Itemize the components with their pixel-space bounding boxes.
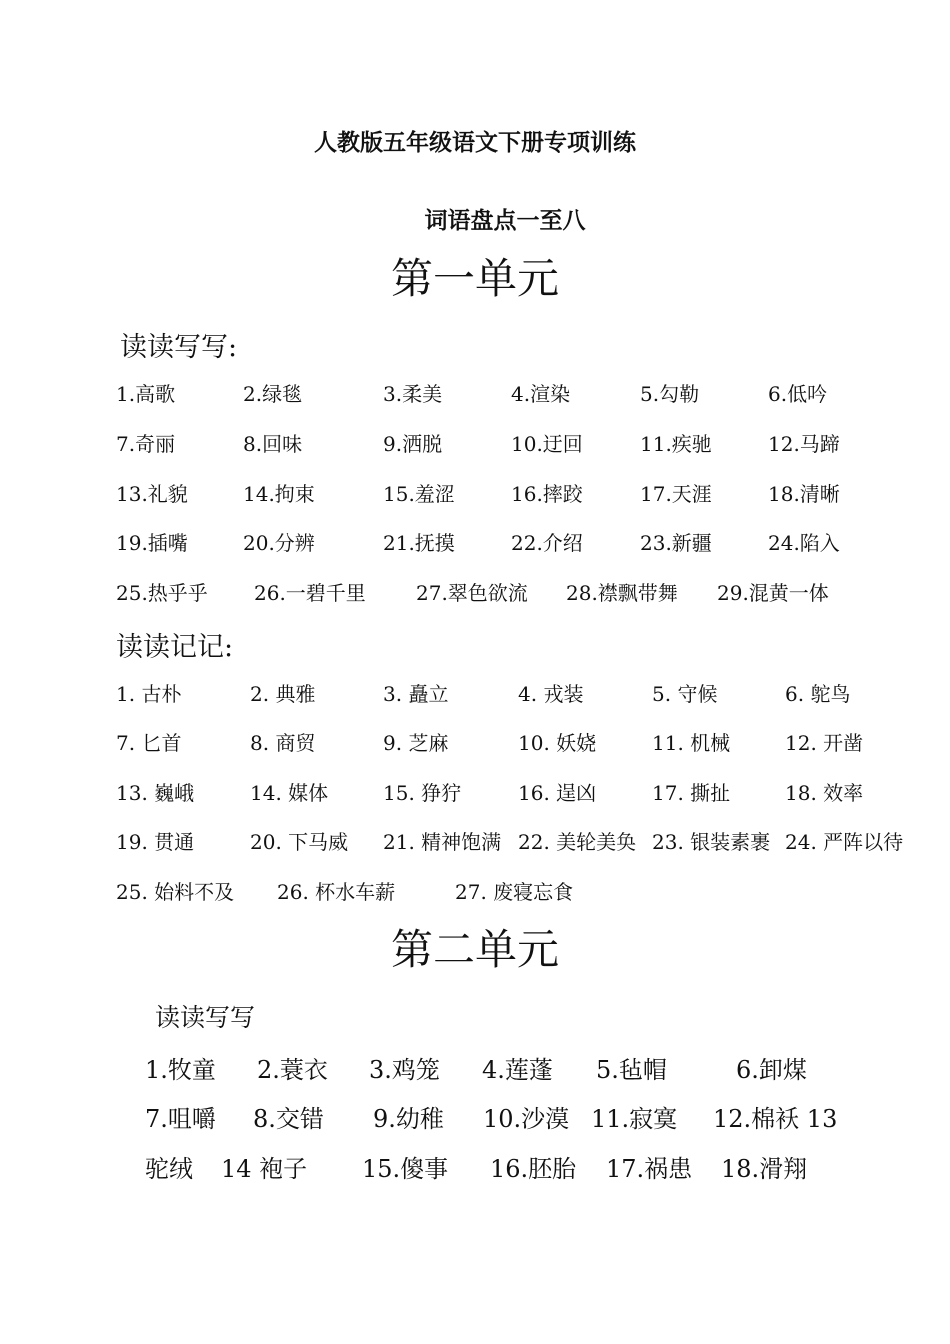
word-item: 5.毡帽 xyxy=(596,1056,667,1084)
word-item: 21. 精神饱满 xyxy=(383,830,502,854)
document-subtitle: 词语盘点一至八 xyxy=(424,208,586,234)
unit-1-read-remember-label: 读读记记: xyxy=(116,632,234,663)
word-item: 驼绒 xyxy=(145,1155,193,1183)
word-item: 22.介绍 xyxy=(511,531,583,555)
word-item: 19.插嘴 xyxy=(116,531,188,555)
word-item: 4.渲染 xyxy=(511,382,571,406)
word-item: 4.莲蓬 xyxy=(482,1056,553,1084)
word-item: 22. 美轮美奂 xyxy=(518,830,637,854)
word-item: 12.马蹄 xyxy=(768,432,840,456)
word-item: 16.胚胎 xyxy=(490,1155,577,1183)
word-item: 14 袍子 xyxy=(221,1155,308,1183)
word-item: 26. 杯水车薪 xyxy=(277,880,396,904)
word-item: 6.卸煤 xyxy=(736,1056,807,1084)
word-item: 8. 商贸 xyxy=(250,731,316,755)
word-item: 1.高歌 xyxy=(116,382,176,406)
word-item: 10.迂回 xyxy=(511,432,583,456)
word-item: 8.交错 xyxy=(253,1105,324,1133)
word-item: 28.襟飘带舞 xyxy=(566,581,678,605)
word-item: 18. 效率 xyxy=(785,781,864,805)
word-item: 13.礼貌 xyxy=(116,482,188,506)
unit-1-heading: 第一单元 xyxy=(390,254,559,303)
word-item: 7.奇丽 xyxy=(116,432,176,456)
word-item: 16.摔跤 xyxy=(511,482,583,506)
word-item: 4. 戎装 xyxy=(518,682,584,706)
word-item: 19. 贯通 xyxy=(116,830,195,854)
word-item: 1.牧童 xyxy=(145,1056,216,1084)
word-item: 25. 始料不及 xyxy=(116,880,235,904)
word-item: 20. 下马威 xyxy=(250,830,349,854)
word-item: 10. 妖娆 xyxy=(518,731,597,755)
word-item: 23.新疆 xyxy=(640,531,712,555)
word-item: 1. 古朴 xyxy=(116,682,182,706)
word-item: 16. 逞凶 xyxy=(518,781,597,805)
word-item: 15. 狰狞 xyxy=(383,781,462,805)
word-item: 11.疾驰 xyxy=(640,432,712,456)
word-item: 9.幼稚 xyxy=(373,1105,444,1133)
word-item: 12. 开凿 xyxy=(785,731,864,755)
word-item: 7.咀嚼 xyxy=(145,1105,216,1133)
word-item: 10.沙漠 xyxy=(483,1105,570,1133)
word-item: 9.洒脱 xyxy=(383,432,443,456)
word-item: 2. 典雅 xyxy=(250,682,316,706)
word-item: 12.棉袄 13 xyxy=(713,1105,838,1133)
word-item: 14. 媒体 xyxy=(250,781,329,805)
word-item: 24.陷入 xyxy=(768,531,840,555)
word-item: 25.热乎乎 xyxy=(116,581,208,605)
word-item: 21.抚摸 xyxy=(383,531,455,555)
unit-2-heading: 第二单元 xyxy=(390,925,559,974)
word-item: 27.翠色欲流 xyxy=(416,581,528,605)
word-item: 5. 守候 xyxy=(652,682,718,706)
unit-1-read-write-label: 读读写写: xyxy=(120,332,238,363)
word-item: 29.混黄一体 xyxy=(717,581,829,605)
word-item: 17.祸患 xyxy=(606,1155,693,1183)
word-item: 15.羞涩 xyxy=(383,482,455,506)
word-item: 17. 撕扯 xyxy=(652,781,731,805)
word-item: 17.天涯 xyxy=(640,482,712,506)
word-item: 23. 银装素裹 xyxy=(652,830,771,854)
word-item: 11.寂寞 xyxy=(591,1105,678,1133)
word-item: 2.绿毯 xyxy=(243,382,303,406)
word-item: 27. 废寝忘食 xyxy=(455,880,574,904)
word-item: 18.滑翔 xyxy=(721,1155,808,1183)
word-item: 24. 严阵以待 xyxy=(785,830,904,854)
word-item: 11. 机械 xyxy=(652,731,731,755)
word-item: 5.勾勒 xyxy=(640,382,700,406)
word-item: 13. 巍峨 xyxy=(116,781,195,805)
word-item: 3.鸡笼 xyxy=(369,1056,440,1084)
word-item: 14.拘束 xyxy=(243,482,315,506)
word-item: 3. 矗立 xyxy=(383,682,449,706)
word-item: 3.柔美 xyxy=(383,382,443,406)
word-item: 7. 匕首 xyxy=(116,731,182,755)
word-item: 9. 芝麻 xyxy=(383,731,449,755)
word-item: 26.一碧千里 xyxy=(254,581,366,605)
word-item: 6.低吟 xyxy=(768,382,828,406)
word-item: 2.蓑衣 xyxy=(257,1056,328,1084)
word-item: 6. 鸵鸟 xyxy=(785,682,851,706)
word-item: 8.回味 xyxy=(243,432,303,456)
word-item: 15.傻事 xyxy=(362,1155,449,1183)
unit-2-read-write-label: 读读写写 xyxy=(155,1003,256,1032)
document-title: 人教版五年级语文下册专项训练 xyxy=(314,130,636,156)
word-item: 18.清晰 xyxy=(768,482,840,506)
word-item: 20.分辨 xyxy=(243,531,315,555)
